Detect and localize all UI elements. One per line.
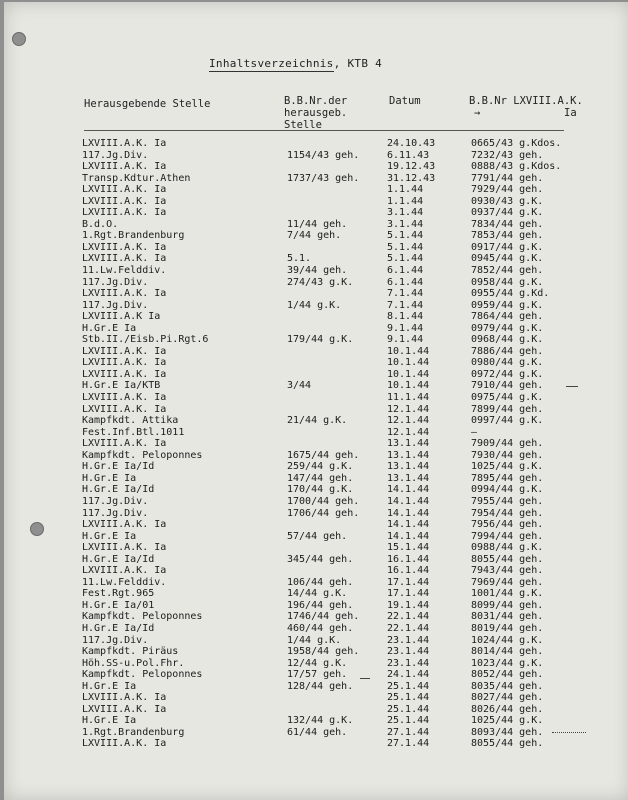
cell-datum: 19.1.44: [387, 599, 430, 611]
cell-bbnr2: 0958/44 g.K.: [471, 276, 544, 288]
cell-stelle: H.Gr.E Ia/Id: [82, 461, 155, 473]
cell-bbnr: 61/44 geh.: [287, 726, 348, 738]
cell-stelle: LXVIII.A.K. Ia: [82, 138, 167, 149]
table-row: [4, 219, 628, 231]
cell-datum: 27.1.44: [387, 738, 430, 750]
cell-datum: 11.1.44: [387, 392, 430, 404]
cell-bbnr2: 7943/44 geh.: [471, 565, 544, 577]
cell-stelle: LXVIII.A.K. Ia: [82, 241, 167, 253]
table-row: [4, 427, 628, 439]
header-divider: [84, 130, 564, 131]
cell-datum: 8.1.44: [387, 311, 424, 323]
cell-bbnr2: 1023/44 g.K.: [471, 657, 544, 669]
cell-bbnr2: 0979/44 g.K.: [471, 322, 544, 334]
cell-bbnr: 1737/43 geh.: [287, 172, 360, 184]
cell-bbnr2: 8026/44 geh.: [471, 703, 544, 715]
table-row: [4, 253, 628, 265]
pen-mark: [566, 386, 578, 387]
cell-datum: 14.1.44: [387, 519, 430, 531]
table-row: [4, 380, 628, 392]
header-stelle: Herausgebende Stelle: [84, 98, 211, 110]
table-row: [4, 635, 628, 647]
cell-bbnr2: 0988/44 g.K.: [471, 542, 544, 554]
cell-bbnr2: 7955/44 geh.: [471, 495, 544, 507]
cell-stelle: LXVIII.A.K. Ia: [82, 692, 167, 704]
document-page: [4, 2, 628, 800]
table-row: [4, 531, 628, 543]
cell-bbnr2: 8019/44 geh.: [471, 622, 544, 634]
cell-datum: 17.1.44: [387, 588, 430, 600]
cell-datum: 1.1.44: [387, 184, 424, 196]
cell-bbnr2: 0665/43 g.Kdos.: [471, 138, 562, 149]
cell-stelle: LXVIII.A.K. Ia: [82, 392, 167, 404]
cell-bbnr2: 0980/44 g.K.: [471, 357, 544, 369]
cell-bbnr2: 0975/44 g.K.: [471, 392, 544, 404]
table-row: [4, 438, 628, 450]
cell-stelle: B.d.O.: [82, 218, 119, 230]
cell-stelle: Höh.SS-u.Pol.Fhr.: [82, 657, 185, 669]
cell-datum: 13.1.44: [387, 461, 430, 473]
cell-stelle: LXVIII.A.K. Ia: [82, 542, 167, 554]
cell-stelle: Stb.II./Eisb.Pi.Rgt.6: [82, 334, 209, 346]
cell-bbnr: 345/44 geh.: [287, 553, 354, 565]
cell-bbnr2: 1025/44 g.K.: [471, 461, 544, 473]
cell-bbnr: 5.1.: [287, 253, 312, 265]
cell-datum: 9.1.44: [387, 322, 424, 334]
cell-stelle: LXVIII.A.K. Ia: [82, 565, 167, 577]
cell-bbnr: 7/44 geh.: [287, 230, 342, 242]
cell-bbnr2: 8035/44 geh.: [471, 680, 544, 692]
cell-stelle: LXVIII.A.K. Ia: [82, 345, 167, 357]
cell-bbnr2: 7930/44 geh.: [471, 449, 544, 461]
cell-bbnr2: 7232/43 geh.: [471, 149, 544, 161]
table-row: [4, 565, 628, 577]
cell-bbnr: 12/44 g.K.: [287, 657, 348, 669]
cell-stelle: Kampfkdt. Attika: [82, 415, 179, 427]
table-row: [4, 369, 628, 381]
cell-stelle: H.Gr.E Ia: [82, 472, 137, 484]
table-row: [4, 265, 628, 277]
table-row: [4, 323, 628, 335]
cell-bbnr: 1/44 g.K.: [287, 634, 342, 646]
table-row: [4, 508, 628, 520]
cell-stelle: Fest.Inf.Btl.1011: [82, 426, 185, 438]
cell-stelle: 1.Rgt.Brandenburg: [82, 726, 185, 738]
arrow-right-icon: →: [474, 107, 481, 119]
table-row: [4, 738, 628, 750]
table-row: [4, 577, 628, 589]
cell-bbnr: 170/44 g.K.: [287, 484, 354, 496]
table-row: [4, 450, 628, 462]
table-row: [4, 484, 628, 496]
cell-datum: 31.12.43: [387, 172, 436, 184]
title-text: Inhaltsverzeichnis: [209, 57, 334, 70]
cell-datum: 10.1.44: [387, 368, 430, 380]
table-row: [4, 346, 628, 358]
cell-datum: 10.1.44: [387, 380, 430, 392]
cell-datum: 5.1.44: [387, 253, 424, 265]
cell-bbnr2: 7886/44 geh.: [471, 345, 544, 357]
cell-bbnr: 17/57 geh.: [287, 669, 348, 681]
header-bbnr2-line1: B.B.Nr LXVIII.A.K.: [469, 95, 583, 107]
cell-stelle: H.Gr.E Ia/Id: [82, 622, 155, 634]
cell-bbnr2: 7853/44 geh.: [471, 230, 544, 242]
pen-mark: [552, 732, 586, 733]
punch-hole: [12, 32, 26, 46]
table-row: [4, 196, 628, 208]
cell-datum: 10.1.44: [387, 357, 430, 369]
cell-bbnr: 3/44: [287, 380, 312, 392]
table-row: [4, 473, 628, 485]
cell-bbnr2: 0972/44 g.K.: [471, 368, 544, 380]
cell-bbnr2: 7899/44 geh.: [471, 403, 544, 415]
table-row: [4, 727, 628, 739]
cell-stelle: 1.Rgt.Brandenburg: [82, 230, 185, 242]
cell-bbnr: 1746/44 geh.: [287, 611, 360, 623]
header-datum: Datum: [389, 95, 421, 107]
cell-bbnr2: 8055/44 geh.: [471, 553, 544, 565]
cell-stelle: Kampfkdt. Peloponnes: [82, 669, 203, 681]
table-row: [4, 173, 628, 185]
cell-datum: 22.1.44: [387, 611, 430, 623]
cell-stelle: H.Gr.E Ia/Id: [82, 484, 155, 496]
cell-stelle: LXVIII.A.K. Ia: [82, 368, 167, 380]
cell-datum: 16.1.44: [387, 565, 430, 577]
cell-bbnr: 1/44 g.K.: [287, 299, 342, 311]
table-row: [4, 277, 628, 289]
cell-bbnr2: 7852/44 geh.: [471, 265, 544, 277]
cell-datum: 19.12.43: [387, 161, 436, 173]
cell-stelle: LXVIII.A.K. Ia: [82, 438, 167, 450]
table-row: [4, 704, 628, 716]
cell-bbnr2: 0917/44 g.K.: [471, 241, 544, 253]
cell-datum: 23.1.44: [387, 646, 430, 658]
cell-bbnr2: 8055/44 geh.: [471, 738, 544, 750]
cell-datum: 17.1.44: [387, 576, 430, 588]
cell-bbnr2: 7969/44 geh.: [471, 576, 544, 588]
cell-bbnr2: 1001/44 g.K.: [471, 588, 544, 600]
cell-datum: 9.1.44: [387, 334, 424, 346]
table-row: [4, 588, 628, 600]
cell-bbnr2: 7994/44 geh.: [471, 530, 544, 542]
cell-bbnr2: 7910/44 geh.: [471, 380, 544, 392]
cell-datum: 3.1.44: [387, 218, 424, 230]
cell-datum: 25.1.44: [387, 703, 430, 715]
cell-datum: 27.1.44: [387, 726, 430, 738]
table-row: [4, 715, 628, 727]
cell-bbnr: 21/44 g.K.: [287, 415, 348, 427]
table-row: [4, 334, 628, 346]
cell-datum: 25.1.44: [387, 715, 430, 727]
cell-datum: 15.1.44: [387, 542, 430, 554]
cell-bbnr2: 7929/44 geh.: [471, 184, 544, 196]
cell-bbnr2: 0994/44 g.K.: [471, 484, 544, 496]
cell-datum: 10.1.44: [387, 345, 430, 357]
cell-stelle: H.Gr.E Ia: [82, 322, 137, 334]
cell-bbnr: 179/44 g.K.: [287, 334, 354, 346]
entries-table: [4, 138, 628, 750]
cell-stelle: LXVIII.A.K Ia: [82, 311, 161, 323]
cell-datum: 13.1.44: [387, 438, 430, 450]
cell-stelle: LXVIII.A.K. Ia: [82, 703, 167, 715]
cell-datum: 23.1.44: [387, 657, 430, 669]
table-row: [4, 392, 628, 404]
table-row: [4, 311, 628, 323]
cell-bbnr2: 0968/44 g.K.: [471, 334, 544, 346]
cell-bbnr2: –: [471, 426, 478, 438]
cell-datum: 12.1.44: [387, 426, 430, 438]
cell-bbnr: 1675/44 geh.: [287, 449, 360, 461]
cell-datum: 13.1.44: [387, 472, 430, 484]
cell-stelle: H.Gr.E Ia/01: [82, 599, 155, 611]
cell-datum: 3.1.44: [387, 207, 424, 219]
table-row: [4, 600, 628, 612]
table-row: [4, 230, 628, 242]
cell-stelle: 117.Jg.Div.: [82, 149, 149, 161]
cell-bbnr: 11/44 geh.: [287, 218, 348, 230]
cell-datum: 13.1.44: [387, 449, 430, 461]
table-row: [4, 415, 628, 427]
cell-bbnr2: 7834/44 geh.: [471, 218, 544, 230]
cell-bbnr2: 8099/44 geh.: [471, 599, 544, 611]
table-row: [4, 623, 628, 635]
cell-stelle: 11.Lw.Felddiv.: [82, 576, 167, 588]
header-bbnr-line2: herausgeb.: [284, 107, 348, 119]
cell-datum: 6.11.43: [387, 149, 430, 161]
cell-stelle: LXVIII.A.K. Ia: [82, 357, 167, 369]
cell-stelle: Transp.Kdtur.Athen: [82, 172, 191, 184]
cell-datum: 6.1.44: [387, 265, 424, 277]
cell-bbnr2: 7909/44 geh.: [471, 438, 544, 450]
table-row: [4, 542, 628, 554]
cell-datum: 12.1.44: [387, 403, 430, 415]
cell-stelle: LXVIII.A.K. Ia: [82, 184, 167, 196]
table-row: [4, 646, 628, 658]
header-bbnr-line1: B.B.Nr.der: [284, 95, 348, 107]
cell-stelle: 117.Jg.Div.: [82, 634, 149, 646]
cell-stelle: Kampfkdt. Peloponnes: [82, 611, 203, 623]
cell-bbnr2: 0888/43 g.Kdos.: [471, 161, 562, 173]
cell-bbnr: 14/44 g.K.: [287, 588, 348, 600]
cell-bbnr: 259/44 g.K.: [287, 461, 354, 473]
table-row: [4, 658, 628, 670]
cell-stelle: LXVIII.A.K. Ia: [82, 288, 167, 300]
cell-datum: 25.1.44: [387, 680, 430, 692]
cell-bbnr2: 8093/44 geh.: [471, 726, 544, 738]
cell-bbnr2: 1025/44 g.K.: [471, 715, 544, 727]
cell-bbnr: 106/44 geh.: [287, 576, 354, 588]
cell-datum: 7.1.44: [387, 288, 424, 300]
cell-stelle: Kampfkdt. Peloponnes: [82, 449, 203, 461]
cell-bbnr2: 0937/44 g.K.: [471, 207, 544, 219]
cell-bbnr2: 8027/44 geh.: [471, 692, 544, 704]
table-row: [4, 150, 628, 162]
cell-bbnr2: 0997/44 g.K.: [471, 415, 544, 427]
cell-stelle: Kampfkdt. Piräus: [82, 646, 179, 658]
cell-bbnr: 1154/43 geh.: [287, 149, 360, 161]
cell-datum: 7.1.44: [387, 299, 424, 311]
cell-bbnr2: 7895/44 geh.: [471, 472, 544, 484]
cell-bbnr: 1700/44 geh.: [287, 495, 360, 507]
table-row: [4, 554, 628, 566]
cell-datum: 14.1.44: [387, 495, 430, 507]
cell-bbnr2: 1024/44 g.K.: [471, 634, 544, 646]
cell-stelle: LXVIII.A.K. Ia: [82, 161, 167, 173]
table-row: [4, 138, 628, 150]
cell-bbnr2: 8031/44 geh.: [471, 611, 544, 623]
cell-stelle: LXVIII.A.K. Ia: [82, 253, 167, 265]
table-row: [4, 681, 628, 693]
cell-bbnr2: 0955/44 g.Kd.: [471, 288, 550, 300]
cell-stelle: H.Gr.E Ia: [82, 530, 137, 542]
cell-datum: 14.1.44: [387, 484, 430, 496]
cell-bbnr: 1958/44 geh.: [287, 646, 360, 658]
cell-datum: 22.1.44: [387, 622, 430, 634]
cell-stelle: H.Gr.E Ia/Id: [82, 553, 155, 565]
table-row: [4, 242, 628, 254]
cell-datum: 12.1.44: [387, 415, 430, 427]
cell-datum: 16.1.44: [387, 553, 430, 565]
cell-bbnr: 147/44 geh.: [287, 472, 354, 484]
cell-bbnr2: 0945/44 g.K.: [471, 253, 544, 265]
table-row: [4, 519, 628, 531]
table-row: [4, 300, 628, 312]
cell-datum: 24.10.43: [387, 138, 436, 149]
cell-stelle: LXVIII.A.K. Ia: [82, 519, 167, 531]
cell-stelle: LXVIII.A.K. Ia: [82, 738, 167, 750]
cell-bbnr2: 8014/44 geh.: [471, 646, 544, 658]
header-bbnr: [284, 95, 347, 131]
table-row: [4, 461, 628, 473]
header-bbnr2: [469, 95, 583, 119]
cell-datum: 6.1.44: [387, 276, 424, 288]
cell-bbnr: 57/44 geh.: [287, 530, 348, 542]
cell-bbnr: 132/44 g.K.: [287, 715, 354, 727]
table-row: [4, 184, 628, 196]
cell-bbnr: 39/44 geh.: [287, 265, 348, 277]
table-row: [4, 207, 628, 219]
cell-stelle: H.Gr.E Ia/KTB: [82, 380, 161, 392]
cell-bbnr2: 7864/44 geh.: [471, 311, 544, 323]
cell-stelle: LXVIII.A.K. Ia: [82, 207, 167, 219]
cell-bbnr: 128/44 geh.: [287, 680, 354, 692]
cell-stelle: 117.Jg.Div.: [82, 299, 149, 311]
table-row: [4, 496, 628, 508]
table-row: [4, 669, 628, 681]
cell-bbnr2: 0930/43 g.K.: [471, 195, 544, 207]
page-title: Inhaltsverzeichnis, KTB 4: [209, 57, 383, 70]
table-row: [4, 404, 628, 416]
table-row: [4, 288, 628, 300]
title-suffix: KTB 4: [347, 57, 383, 70]
cell-datum: 1.1.44: [387, 195, 424, 207]
cell-bbnr2: 7956/44 geh.: [471, 519, 544, 531]
cell-stelle: LXVIII.A.K. Ia: [82, 195, 167, 207]
cell-bbnr: 460/44 geh.: [287, 622, 354, 634]
cell-datum: 5.1.44: [387, 230, 424, 242]
table-row: [4, 357, 628, 369]
cell-stelle: Fest.Rgt.965: [82, 588, 155, 600]
table-row: [4, 161, 628, 173]
cell-bbnr2: 7954/44 geh.: [471, 507, 544, 519]
table-row: [4, 692, 628, 704]
cell-datum: 25.1.44: [387, 692, 430, 704]
header-bbnr-line3: Stelle: [284, 119, 322, 131]
table-row: [4, 611, 628, 623]
cell-stelle: 117.Jg.Div.: [82, 495, 149, 507]
cell-bbnr2: 8052/44 geh.: [471, 669, 544, 681]
cell-datum: 5.1.44: [387, 241, 424, 253]
cell-stelle: LXVIII.A.K. Ia: [82, 403, 167, 415]
pen-mark: [360, 678, 370, 679]
header-bbnr2-line2: Ia: [564, 107, 577, 119]
cell-bbnr: 274/43 g.K.: [287, 276, 354, 288]
cell-bbnr: 1706/44 geh.: [287, 507, 360, 519]
cell-datum: 23.1.44: [387, 634, 430, 646]
cell-bbnr: 196/44 geh.: [287, 599, 354, 611]
cell-stelle: 11.Lw.Felddiv.: [82, 265, 167, 277]
cell-datum: 14.1.44: [387, 530, 430, 542]
cell-stelle: H.Gr.E Ia: [82, 680, 137, 692]
cell-bbnr2: 0959/44 g.K.: [471, 299, 544, 311]
cell-bbnr2: 7791/44 geh.: [471, 172, 544, 184]
cell-stelle: H.Gr.E Ia: [82, 715, 137, 727]
cell-datum: 14.1.44: [387, 507, 430, 519]
cell-datum: 24.1.44: [387, 669, 430, 681]
cell-stelle: 117.Jg.Div.: [82, 507, 149, 519]
cell-stelle: 117.Jg.Div.: [82, 276, 149, 288]
